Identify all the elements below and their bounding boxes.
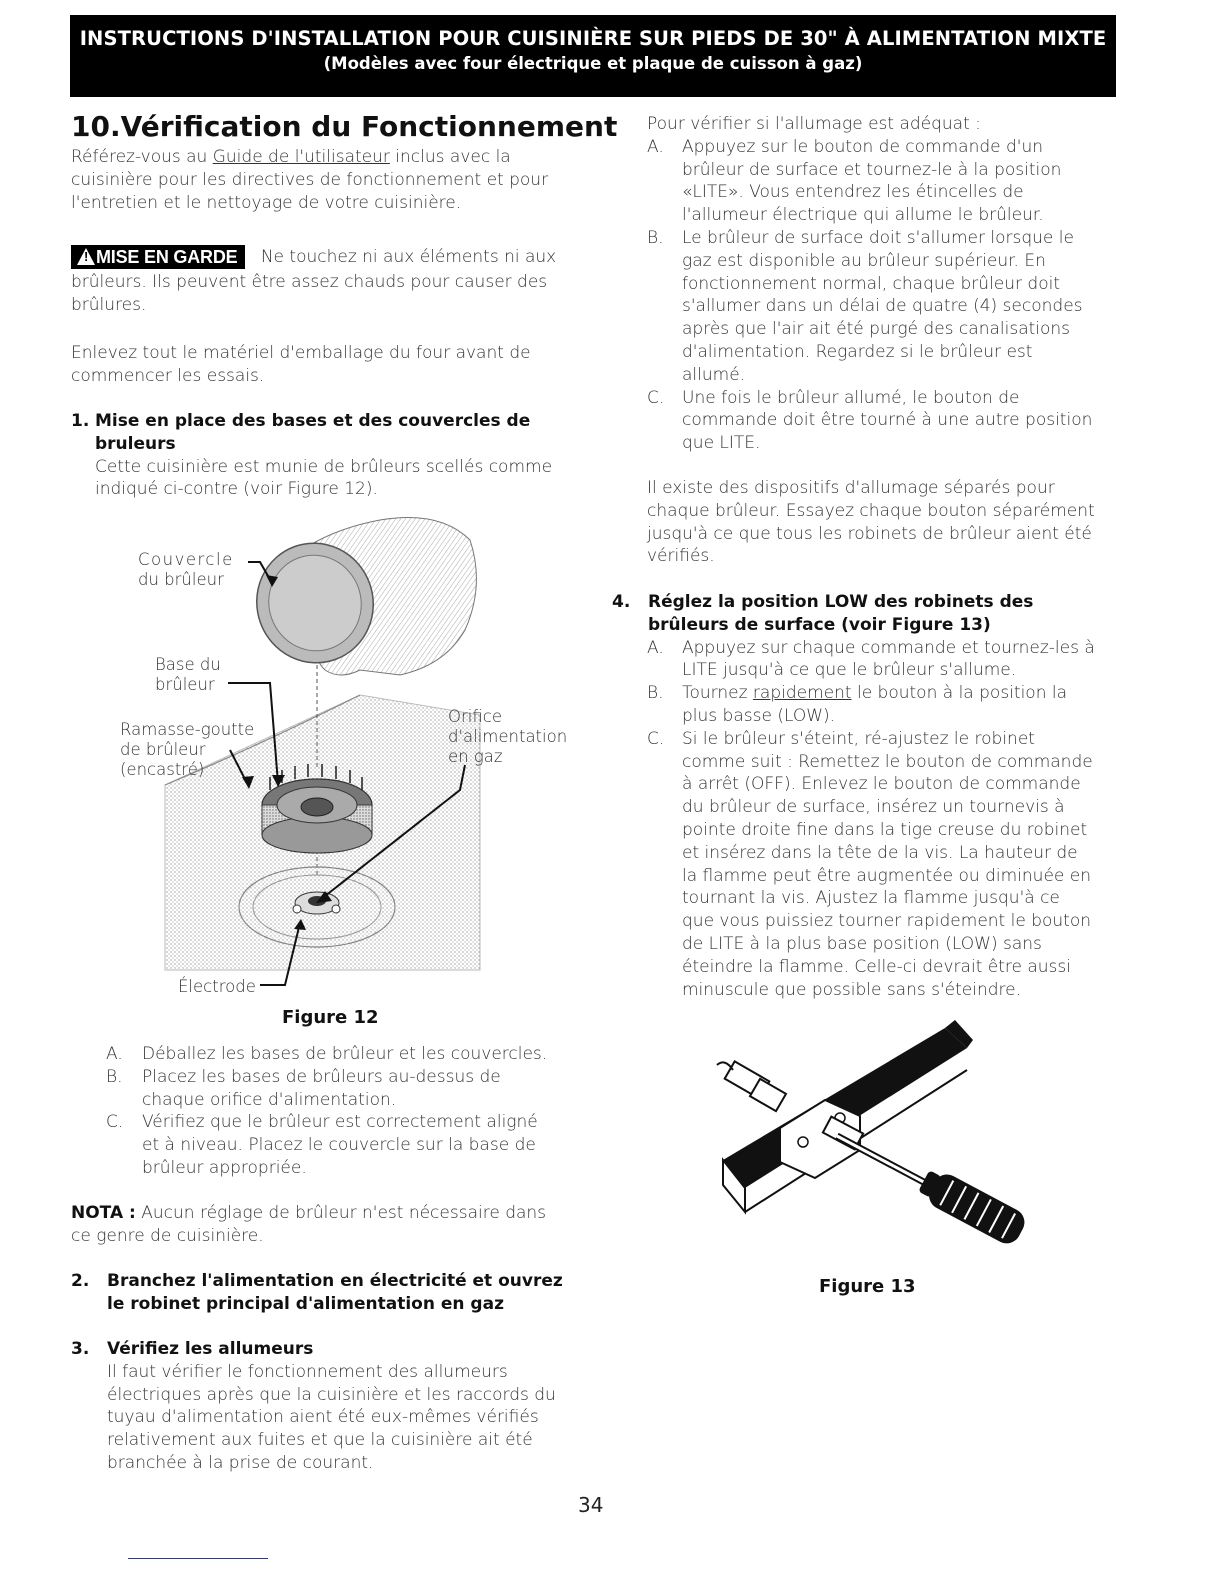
label-couvercle-2: du brûleur bbox=[138, 570, 224, 589]
warning-line-1: Ne touchez ni aux éléments ni aux bbox=[260, 247, 557, 267]
header-subtitle: (Modèles avec four électrique et plaque de cuisson à gaz) bbox=[323, 54, 863, 73]
step-1-line-1: Cette cuisinière est munie de brûleurs scellés comme bbox=[95, 456, 553, 477]
label-orifice-3: en gaz bbox=[448, 747, 503, 766]
step-2-line-2: le robinet principal d'alimentation en gaz bbox=[107, 1293, 504, 1314]
ignition-step-line: d'alimentation. Regardez si le brûleur est bbox=[682, 341, 1033, 362]
warning-triangle-icon: ! bbox=[77, 248, 95, 265]
step-4-c-line: tournant la vis. Ajustez la flamme jusqu'à ce bbox=[682, 888, 1060, 909]
ignition-step-item bbox=[647, 387, 1127, 455]
ignition-step-line: après que l'air ait été purgé des canalisations bbox=[682, 319, 1071, 340]
packing-line-2: commencer les essais. bbox=[71, 365, 265, 386]
step-1-list-line: Vérifiez que le brûleur est correctement aligné bbox=[142, 1112, 538, 1133]
step-2-number: 2. bbox=[71, 1271, 90, 1291]
figure-13 bbox=[705, 1020, 1050, 1270]
warning-badge bbox=[71, 245, 245, 269]
step-1-title-1: Mise en place des bases et des couvercles de bbox=[95, 411, 531, 431]
packing-paragraph bbox=[71, 342, 591, 388]
step-4-item-c bbox=[647, 728, 1127, 1002]
step-3 bbox=[71, 1338, 601, 1475]
step-1-list-letter: B. bbox=[106, 1066, 123, 1087]
ignition-step-line: commande doit être tourné à une autre position bbox=[682, 410, 1093, 431]
ignition-step-line: Le brûleur de surface doit s'allumer lorsque le bbox=[682, 227, 1074, 248]
step-4-item-b bbox=[647, 682, 1127, 728]
header-banner bbox=[70, 15, 1116, 97]
step-1-list-line: brûleur appropriée. bbox=[142, 1157, 307, 1178]
step-4-item-a bbox=[647, 637, 1127, 683]
separate-line: jusqu'à ce que tous les robinets de brûleur aient été bbox=[647, 523, 1092, 544]
intro-text-2: inclus avec la bbox=[389, 147, 511, 167]
step-4-c-line: pointe droite fine dans la tige creuse du robinet bbox=[682, 819, 1088, 840]
label-base-2: brûleur bbox=[155, 675, 215, 694]
step-1-list-line: Déballez les bases de brûleur et les couvercles. bbox=[142, 1044, 548, 1064]
step-4-number: 4. bbox=[612, 592, 631, 612]
nota-line-2: ce genre de cuisinière. bbox=[71, 1225, 264, 1246]
packing-line-1: Enlevez tout le matériel d'emballage du four avant de bbox=[71, 343, 531, 363]
step-2 bbox=[71, 1270, 591, 1316]
label-couvercle-1: Couvercle bbox=[138, 550, 234, 569]
step-1-list bbox=[106, 1043, 586, 1180]
separate-line: chaque brûleur. Essayez chaque bouton séparément bbox=[647, 500, 1095, 521]
separate-line: vérifiés. bbox=[647, 546, 715, 567]
section-title: 10.Vérification du Fonctionnement bbox=[71, 110, 618, 143]
ignition-intro: Pour vérifier si l'allumage est adéquat : bbox=[647, 114, 981, 134]
step-4-c-line: de LITE à la plus base position (LOW) sans bbox=[682, 933, 1042, 954]
intro-line-2: cuisinière pour les directives de fonctionnement et pour bbox=[71, 169, 549, 190]
step-3-title: Vérifiez les allumeurs bbox=[107, 1339, 314, 1359]
burner-illustration bbox=[110, 515, 590, 1005]
step-1-list-letter: C. bbox=[106, 1112, 124, 1133]
nota-line-1: Aucun réglage de brûleur n'est nécessaire dans bbox=[135, 1203, 547, 1223]
step-4-b-line-2: plus basse (LOW). bbox=[682, 705, 836, 726]
ignition-check bbox=[647, 113, 1127, 455]
ignition-step-line: s'allumer dans un délai de quatre (4) secondes bbox=[682, 296, 1083, 317]
warning-badge-label: MISE EN GARDE bbox=[96, 247, 238, 267]
step-4-b-underlined: rapidement bbox=[752, 683, 852, 704]
step-4-title-2: brûleurs de surface (voir Figure 13) bbox=[648, 614, 991, 635]
ignition-step-letter: B. bbox=[647, 227, 664, 248]
step-1-list-line: Placez les bases de brûleurs au-dessus de bbox=[142, 1066, 501, 1087]
ignition-step-line: Appuyez sur le bouton de commande d'un bbox=[682, 136, 1044, 157]
step-4-c-letter: C. bbox=[647, 728, 665, 749]
header-title: INSTRUCTIONS D'INSTALLATION POUR CUISINIÈRE SUR PIEDS DE 30" À ALIMENTATION MIXTE bbox=[79, 27, 1107, 50]
page-number: 34 bbox=[578, 1493, 604, 1517]
nota bbox=[71, 1202, 591, 1248]
step-4-b-letter: B. bbox=[647, 683, 664, 704]
figure-12 bbox=[110, 515, 590, 1005]
step-4-c-line: comme suit : Remettez le bouton de commande bbox=[682, 751, 1093, 772]
intro-line-3: l'entretien et le nettoyage de votre cuisinière. bbox=[71, 192, 462, 213]
step-2-line-1: Branchez l'alimentation en électricité et ouvrez bbox=[107, 1271, 563, 1291]
step-1-list-item bbox=[106, 1111, 586, 1179]
ignition-step-line: «LITE». Vous entendrez les étincelles de bbox=[682, 182, 1024, 203]
label-base-1: Base du bbox=[155, 655, 221, 674]
step-4-b-post: le bouton à la position la bbox=[851, 683, 1068, 704]
ignition-step-line: l'allumeur électrique qui allume le brûleur. bbox=[682, 205, 1044, 226]
step-4-c-line: la flamme peut être augmentée ou diminuée en bbox=[682, 865, 1092, 886]
separate-igniters-paragraph bbox=[647, 477, 1127, 568]
step-4-c-line: Si le brûleur s'éteint, ré-ajustez le robinet bbox=[682, 728, 1035, 749]
step-4-c-line: et insérez dans la tête de la vis. La hauteur de bbox=[682, 842, 1078, 863]
step-3-line: Il faut vérifier le fonctionnement des allumeurs bbox=[107, 1361, 508, 1382]
ignition-step-line: brûleur de surface et tournez-le à la position bbox=[682, 159, 1062, 180]
step-4-c-line: que vous puissiez tourner rapidement le bouton bbox=[682, 911, 1092, 932]
label-orifice-2: d'alimentation bbox=[448, 727, 568, 746]
step-4-c-line: à arrêt (OFF). Enlevez le bouton de commande bbox=[682, 774, 1081, 795]
step-4-c-line: éteindre la flamme. Celle-ci devrait être aussi bbox=[682, 956, 1071, 977]
step-4-b-pre: Tournez bbox=[682, 683, 753, 704]
step-3-number: 3. bbox=[71, 1339, 90, 1359]
step-1-title-2: bruleurs bbox=[95, 433, 176, 454]
bottom-rule bbox=[128, 1558, 268, 1559]
ignition-step-item bbox=[647, 136, 1127, 227]
step-3-line: relativement aux fuites et que la cuisinière ait été bbox=[107, 1430, 533, 1451]
intro-text-1: Référez-vous au bbox=[71, 147, 213, 167]
step-1-list-letter: A. bbox=[106, 1044, 123, 1064]
step-1-number: 1. bbox=[71, 411, 90, 431]
intro-paragraph bbox=[71, 146, 591, 214]
ignition-step-line: gaz est disponible au brûleur supérieur. En bbox=[682, 250, 1046, 271]
ignition-step-item bbox=[647, 227, 1127, 387]
step-4-a-line-1: Appuyez sur chaque commande et tournez-les à bbox=[682, 637, 1095, 658]
figure-13-caption: Figure 13 bbox=[819, 1276, 916, 1297]
step-1-list-item bbox=[106, 1043, 586, 1066]
ignition-step-line: fonctionnement normal, chaque brûleur doit bbox=[682, 273, 1060, 294]
warning-line-2: brûleurs. Ils peuvent être assez chauds pour causer des bbox=[71, 272, 548, 292]
ignition-step-letter: C. bbox=[647, 387, 665, 408]
warning-line-3: brûlures. bbox=[71, 294, 147, 315]
step-1-list-line: et à niveau. Placez le couvercle sur la base de bbox=[142, 1135, 536, 1156]
step-1-line-2: indiqué ci-contre (voir Figure 12). bbox=[95, 479, 378, 500]
step-3-line: électriques après que la cuisinière et les raccords du bbox=[107, 1384, 556, 1405]
step-1 bbox=[71, 410, 601, 501]
step-4-c-line: minuscule que possible sans s'éteindre. bbox=[682, 979, 1022, 1000]
step-4 bbox=[612, 591, 1127, 1001]
figure-12-caption: Figure 12 bbox=[282, 1007, 379, 1028]
valve-screwdriver-illustration bbox=[705, 1020, 1050, 1270]
warning-paragraph bbox=[71, 245, 591, 317]
step-4-c-line: du brûleur de surface, insérez un tournevis à bbox=[682, 797, 1065, 818]
ignition-step-line: que LITE. bbox=[682, 433, 761, 454]
nota-label: NOTA : bbox=[71, 1203, 136, 1223]
ignition-step-line: allumé. bbox=[682, 364, 746, 385]
label-ramasse-1: Ramasse-goutte bbox=[120, 720, 255, 739]
step-3-line: tuyau d'alimentation aient été eux-mêmes vérifiés bbox=[107, 1407, 539, 1428]
step-3-line: branchée à la prise de courant. bbox=[107, 1452, 374, 1473]
separate-line: Il existe des dispositifs d'allumage séparés pour bbox=[647, 478, 1055, 498]
label-orifice-1: Orifice bbox=[448, 707, 502, 726]
step-4-title-1: Réglez la position LOW des robinets des bbox=[648, 592, 1034, 612]
label-ramasse-3: (encastré) bbox=[120, 760, 205, 779]
ignition-step-letter: A. bbox=[647, 136, 664, 157]
step-4-a-letter: A. bbox=[647, 637, 664, 658]
step-1-list-item bbox=[106, 1066, 586, 1112]
ignition-step-line: Une fois le brûleur allumé, le bouton de bbox=[682, 387, 1020, 408]
step-1-list-line: chaque orifice d'alimentation. bbox=[142, 1089, 397, 1110]
step-4-a-line-2: LITE jusqu'à ce que le brûleur s'allume. bbox=[682, 660, 1017, 681]
label-ramasse-2: de brûleur bbox=[120, 740, 206, 759]
label-electrode: Électrode bbox=[178, 977, 256, 996]
user-guide-link: Guide de l'utilisateur bbox=[212, 147, 390, 167]
